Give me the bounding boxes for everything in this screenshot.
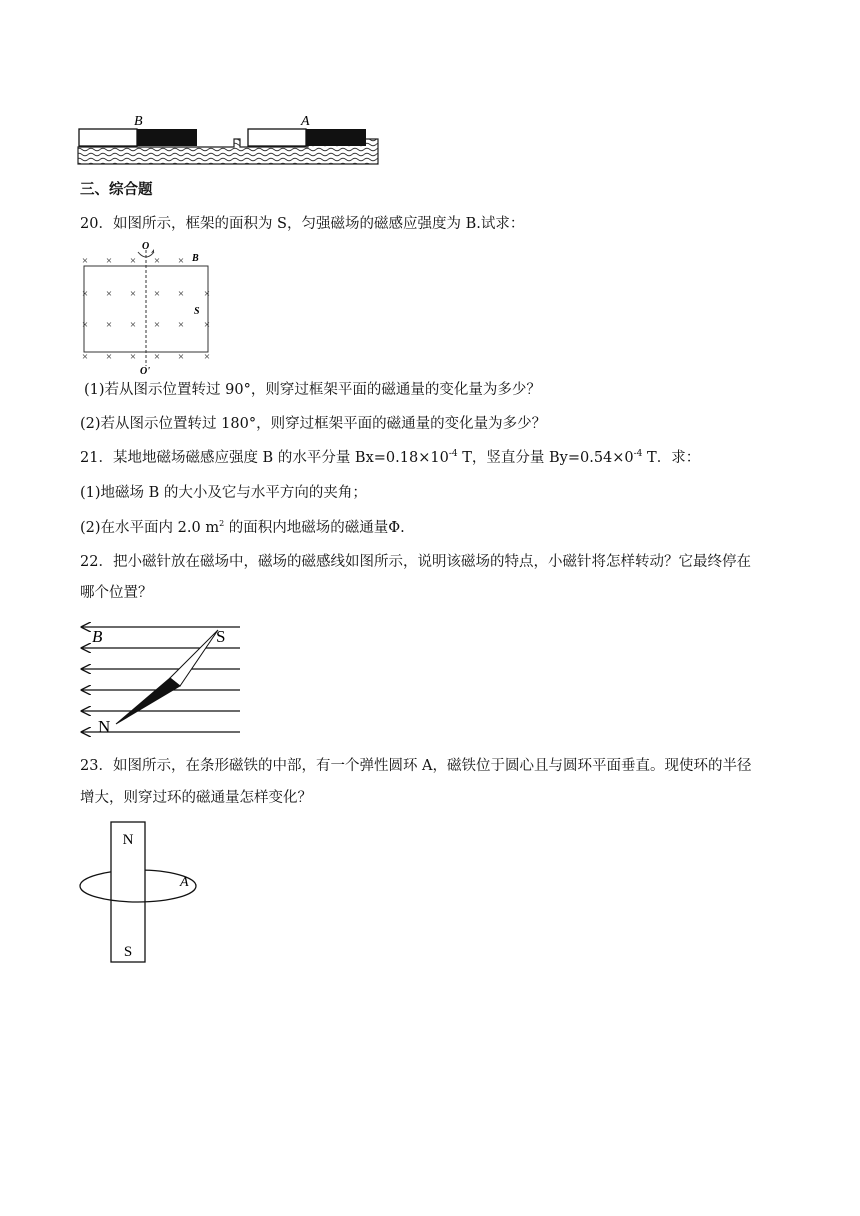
q22-line1: 22．把小磁针放在磁场中，磁场的磁感线如图所示，说明该磁场的特点，小磁针将怎样转动？它最终停在 <box>80 554 751 570</box>
q23-line2: 增大，则穿过环的磁通量怎样变化？ <box>80 790 312 806</box>
svg-text:×: × <box>129 255 137 267</box>
section-title: 三、综合题 <box>80 182 153 198</box>
svg-text:×: × <box>81 319 89 331</box>
needle-label-n: N <box>98 717 111 736</box>
frame-rectangle <box>81 266 211 352</box>
svg-text:×: × <box>203 319 211 331</box>
magnet-b-label: B <box>134 114 143 129</box>
q21-stem-a: 21．某地地磁场磁感应强度 B 的水平分量 Bx=0.18×10 <box>80 450 449 466</box>
svg-text:×: × <box>177 288 185 300</box>
needle-north-half <box>116 678 180 724</box>
q21-exp-b: -4 <box>633 449 643 460</box>
q20-part1: (1)若从图示位置转过 90°，则穿过框架平面的磁通量的变化量为多少？ <box>84 382 541 398</box>
svg-text:×: × <box>129 351 137 363</box>
q23-line1: 23．如图所示，在条形磁铁的中部，有一个弹性圆环 A，磁铁位于圆心且与圆环平面垂直。现使环的半径 <box>80 758 752 774</box>
q22-compass-figure <box>78 620 244 738</box>
q21-part2-sup: 2 <box>219 519 225 529</box>
area-label-s: S <box>194 306 200 317</box>
svg-text:×: × <box>203 288 211 300</box>
svg-text:×: × <box>105 351 113 363</box>
pole-label-n: N <box>122 832 134 848</box>
svg-text:×: × <box>153 319 161 331</box>
q21-part2-a: (2)在水平面内 2.0 m <box>80 520 220 536</box>
svg-text:×: × <box>81 255 89 267</box>
magnets-on-board-figure <box>76 112 382 168</box>
q21-exp-a: -4 <box>448 449 458 460</box>
q21-stem-b: T，竖直分量 By=0.54×0 <box>457 450 634 466</box>
needle-label-s: S <box>216 627 226 646</box>
field-label-b: B <box>92 627 103 646</box>
svg-text:×: × <box>177 351 185 363</box>
q20-part2: (2)若从图示位置转过 180°，则穿过框架平面的磁通量的变化量为多少？ <box>80 416 547 432</box>
magnet-a-label: A <box>301 114 310 129</box>
q23-bar-magnet-figure <box>74 820 204 966</box>
svg-text:×: × <box>177 319 185 331</box>
axis-label-o: O <box>142 241 150 252</box>
svg-text:×: × <box>129 319 137 331</box>
q21-part2 <box>80 518 405 538</box>
svg-text:×: × <box>129 288 137 300</box>
svg-text:×: × <box>177 255 185 267</box>
svg-text:×: × <box>153 288 161 300</box>
q21-part1: (1)地磁场 B 的大小及它与水平方向的夹角； <box>80 485 367 501</box>
pole-label-s: S <box>123 944 133 960</box>
svg-text:×: × <box>81 351 89 363</box>
ring-label-a: A <box>180 875 189 890</box>
svg-text:×: × <box>105 255 113 267</box>
q20-stem: 20．如图所示，框架的面积为 S，匀强磁场的磁感应强度为 B.试求： <box>80 216 525 232</box>
q22-line2: 哪个位置？ <box>80 585 153 601</box>
svg-text:×: × <box>153 351 161 363</box>
svg-text:×: × <box>203 351 211 363</box>
needle-south-half <box>170 630 218 686</box>
q21-part2-b: 的面积内地磁场的磁通量Φ. <box>224 520 405 536</box>
svg-text:×: × <box>153 255 161 267</box>
q20-frame-figure <box>74 240 224 376</box>
svg-text:×: × <box>105 319 113 331</box>
svg-text:×: × <box>105 288 113 300</box>
axis-label-o-prime: O' <box>140 366 150 376</box>
q21-stem <box>80 448 700 468</box>
q21-stem-c: T．求： <box>642 450 701 466</box>
svg-text:×: × <box>81 288 89 300</box>
field-label-b: B <box>192 253 199 264</box>
